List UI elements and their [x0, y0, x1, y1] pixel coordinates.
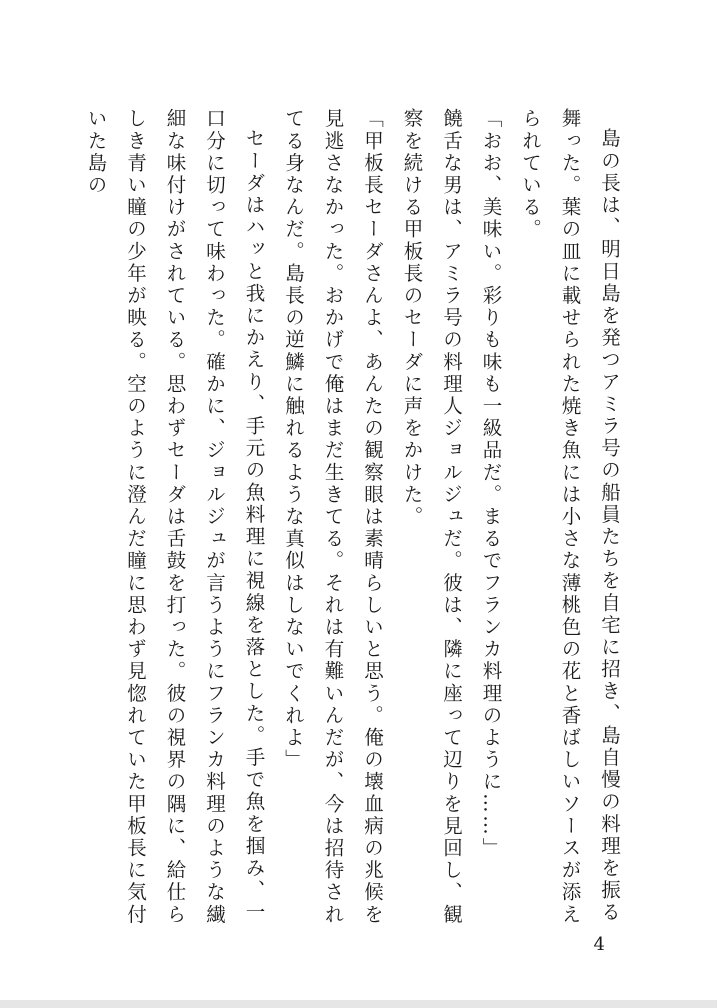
- paragraph-4-dialogue: 「甲板長セーダさんよ、あんたの観察眼は素晴らしいと思う。俺の壊血病の兆候を見逃さなかった。おかげで俺はまだ生きてる。それは有難いんだが、今は招待されてる身なんだ。島長の逆鱗に触れるような真似はしないでくれよ」: [282, 108, 384, 926]
- bottom-edge-bar: [0, 1000, 717, 1008]
- paragraph-1: 島の長は、明日島を発つアミラ号の船員たちを自宅に招き、島自慢の料理を振る舞った。葉の皿に載せられた焼き魚には小さな薄桃色の花と香ばしいソースが添えられている。: [519, 108, 621, 926]
- paragraph-3: 饒舌な男は、アミラ号の料理人ジョルジュだ。彼は、隣に座って辺りを見回し、観察を続ける甲板長のセーダに声をかけた。: [400, 108, 463, 926]
- vertical-text-body: [69, 108, 629, 938]
- paragraph-5: セーダはハッと我にかえり、手元の魚料理に視線を落とした。手で魚を掴み、一口分に切って味わった。確かに、ジョルジュが言うようにフランカ料理のような繊細な味付けがされている。思わずセーダは舌鼓を打った。彼の視界の隅に、給仕らしき青い瞳の少年が映る。空のように澄んだ瞳に思わず見惚れていた甲板長に気付いた島の: [84, 108, 266, 926]
- paragraph-2-dialogue: 「おお、美味い。彩りも味も一級品だ。まるでフランカ料理のように……」: [479, 108, 503, 860]
- page-number: 4: [593, 934, 605, 955]
